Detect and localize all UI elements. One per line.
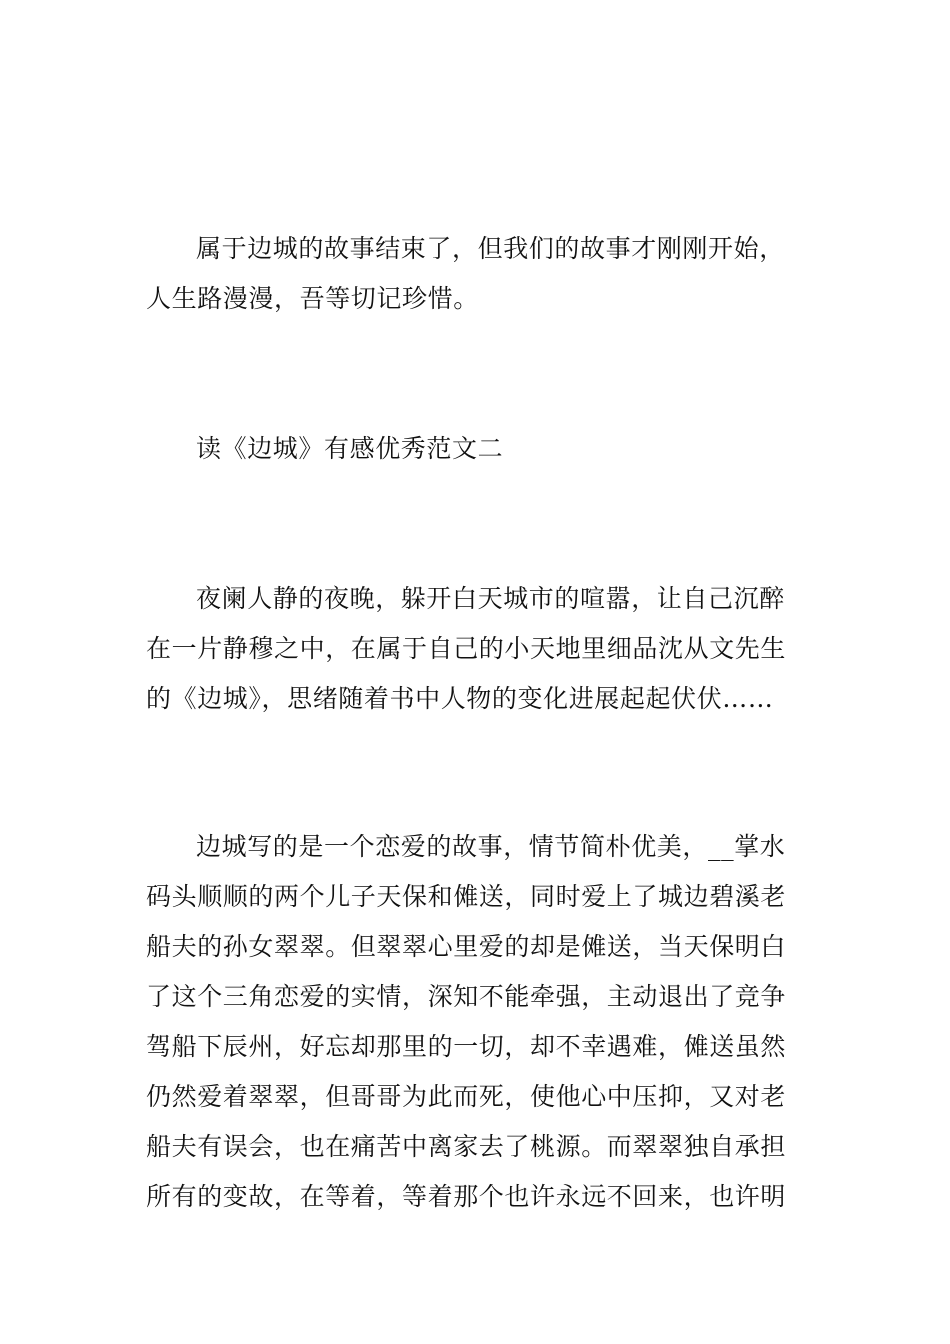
- paragraph-3-line-6: 仍然爱着翠翠，但哥哥为此而死，使他心中压抑，又对老: [146, 1082, 787, 1111]
- paragraph-2-line-3: 的《边城》，思绪随着书中人物的变化进展起起伏伏……: [146, 684, 774, 713]
- paragraph-3-line-1: 边城写的是一个恋爱的故事，情节简朴优美，__掌水: [196, 832, 786, 861]
- paragraph-3-line-7: 船夫有误会，也在痛苦中离家去了桃源。而翠翠独自承担: [146, 1132, 787, 1161]
- paragraph-3-line-2: 码头顺顺的两个儿子天保和傩送，同时爱上了城边碧溪老: [146, 882, 787, 911]
- paragraph-1-line-2: 人生路漫漫，吾等切记珍惜。: [146, 284, 479, 313]
- paragraph-3-line-5: 驾船下辰州，好忘却那里的一切，却不幸遇难，傩送虽然: [146, 1032, 787, 1061]
- section-heading: 读《边城》有感优秀范文二: [196, 434, 504, 463]
- paragraph-1-line-1: 属于边城的故事结束了，但我们的故事才刚刚开始，: [196, 234, 785, 263]
- paragraph-3-line-4: 了这个三角恋爱的实情，深知不能牵强，主动退出了竞争: [146, 982, 787, 1011]
- paragraph-2-line-1: 夜阑人静的夜晚，躲开白天城市的喧嚣，让自己沉醉: [196, 584, 785, 613]
- paragraph-3-line-3: 船夫的孙女翠翠。但翠翠心里爱的却是傩送，当天保明白: [146, 932, 787, 961]
- paragraph-2-line-2: 在一片静穆之中，在属于自己的小天地里细品沈从文先生: [146, 634, 787, 663]
- paragraph-3-line-8: 所有的变故，在等着，等着那个也许永远不回来，也许明: [146, 1182, 787, 1211]
